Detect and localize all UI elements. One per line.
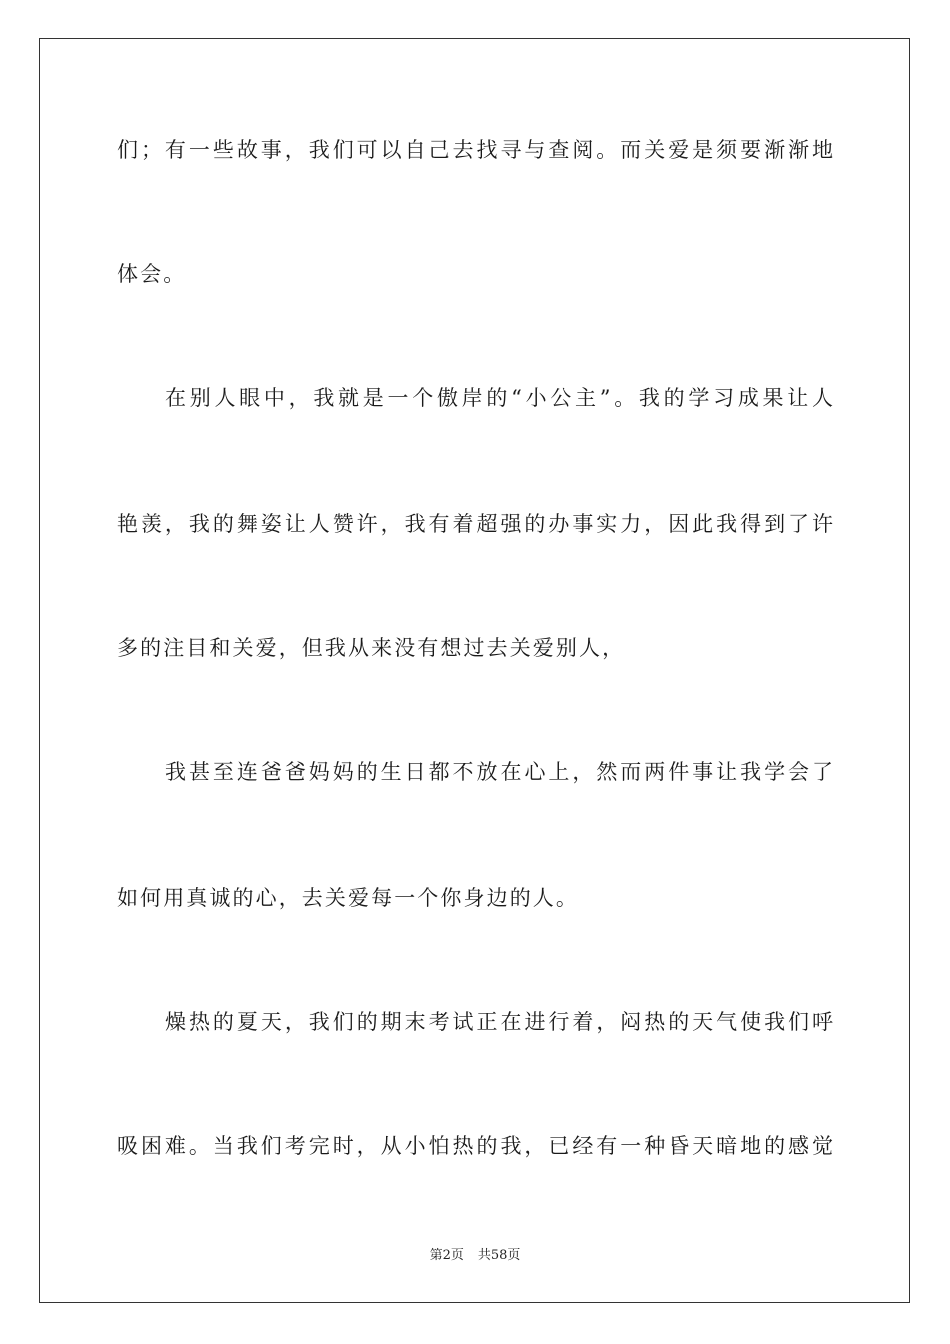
page-footer (0, 1247, 950, 1265)
page-total: 共58页 (477, 1248, 521, 1263)
text-line-3: 在别人眼中，我就是一个傲岸的“小公主”。我的学习成果让人 (165, 386, 833, 410)
text-line-8: 燥热的夏天，我们的期末考试正在进行着，闷热的天气使我们呼 (165, 1010, 833, 1034)
text-line-9: 吸困难。当我们考完时，从小怕热的我，已经有一种昏天暗地的感觉 (117, 1134, 833, 1158)
page-border (39, 38, 910, 1303)
text-line-4: 艳羡，我的舞姿让人赞许，我有着超强的办事实力，因此我得到了许 (117, 512, 833, 536)
page-number: 第2页 (429, 1248, 464, 1263)
text-line-7: 如何用真诚的心，去关爱每一个你身边的人。 (117, 886, 579, 910)
text-line-1: 们；有一些故事，我们可以自己去找寻与查阅。而关爱是须要渐渐地 (117, 138, 833, 162)
text-line-6: 我甚至连爸爸妈妈的生日都不放在心上，然而两件事让我学会了 (165, 760, 833, 784)
text-line-5: 多的注目和关爱，但我从来没有想过去关爱别人， (117, 636, 626, 660)
text-line-2: 体会。 (117, 262, 187, 286)
